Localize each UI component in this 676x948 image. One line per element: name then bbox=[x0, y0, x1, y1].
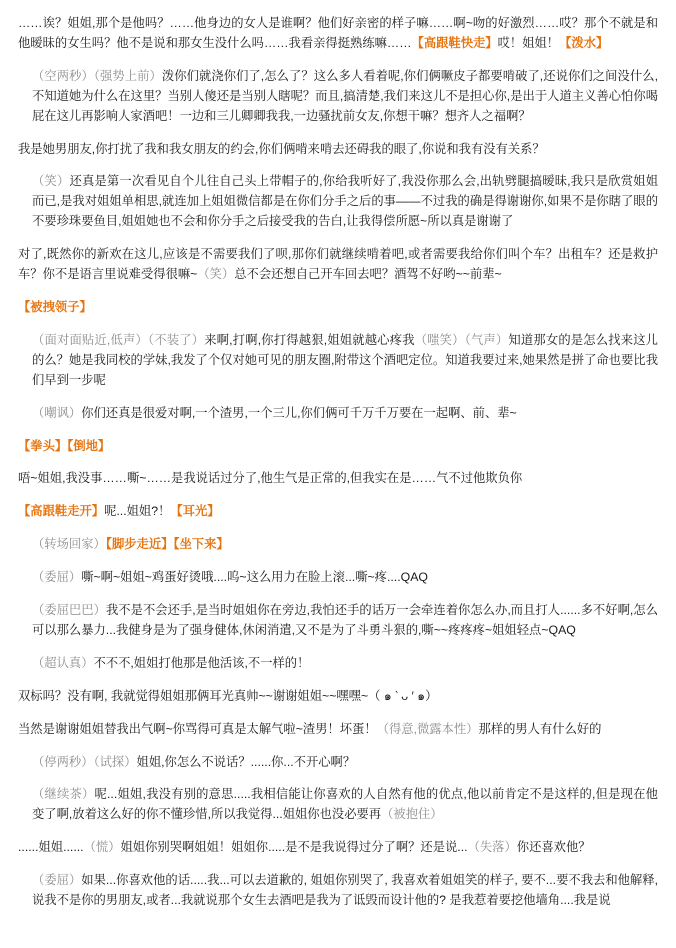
stage-direction-text: （转场回家） bbox=[32, 537, 106, 552]
dialogue-text: 不不不,姐姐打他那是他活该,不一样的！ bbox=[93, 655, 310, 670]
script-paragraph bbox=[18, 720, 658, 740]
stage-direction-text: （得意,微露本性） bbox=[376, 721, 479, 736]
dialogue-text: 那样的男人有什么好的 bbox=[478, 721, 602, 736]
script-paragraph bbox=[18, 871, 658, 911]
dialogue-text: 你还喜欢他？ bbox=[516, 840, 591, 855]
dialogue-text: 双标吗？没有啊, 我就觉得姐姐那俩耳光真帅~~谢谢姐姐~~嘿嘿~（ ๑ ‵ ᴗ ′ ๑） bbox=[18, 688, 438, 703]
dialogue-text: 姐姐,你怎么不说话？......你...不开心啊？ bbox=[136, 754, 356, 769]
sound-cue-text: 【耳光】 bbox=[170, 504, 220, 519]
script-paragraph bbox=[18, 172, 658, 232]
dialogue-text: 还真是第一次看见自个儿往自己头上带帽子的,你给我听好了,我没你那么会,出轨劈腿搞暧昧,我只是欣赏姐姐而已,是我对姐姐单相思,就连加上姐姐微信都是在你们分手之后的事——不过我的确是得谢谢你,如果不是你瞎了眼的不要珍珠要鱼目,姐姐她也不会和你分手之后接受我的告白,让我得偿所愿~所以真是谢谢了 bbox=[32, 174, 658, 229]
dialogue-text: 姐姐你别哭啊姐姐！姐姐你.....是不是我说得过分了啊？还是说... bbox=[120, 840, 468, 855]
script-paragraph bbox=[18, 601, 658, 641]
script-paragraph bbox=[18, 469, 658, 489]
script-paragraph bbox=[18, 535, 658, 555]
stage-direction-text: （委屈） bbox=[32, 570, 82, 585]
sound-cue-text: 【高跟鞋快走】 bbox=[411, 35, 498, 50]
stage-direction-text: （超认真） bbox=[32, 655, 94, 670]
stage-direction-text: （空两秒）（强势上前） bbox=[32, 68, 162, 83]
dialogue-text: 当然是谢谢姐姐替我出气啊~你骂得可真是太解气啦~渣男！坏蛋！ bbox=[18, 721, 377, 736]
script-paragraph bbox=[18, 654, 658, 674]
script-paragraph bbox=[18, 14, 658, 54]
dialogue-text: 来啊,打啊,你打得越狠,姐姐就越心疼我 bbox=[204, 332, 415, 347]
script-paragraph bbox=[18, 298, 658, 318]
script-paragraph bbox=[18, 502, 658, 522]
dialogue-text: 泼你们就浇你们了,怎么了？这么多人看着呢,你们俩噘皮子都要啃破了,还说你们之间没什么,不知道她为什么在这里？当别人傻还是当别人瞎呢？而且,搞清楚,我们来这儿不是担心你,是出于人道主义善心怕你喝屁在这儿再影响人家酒吧！一边和三儿卿卿我我,一边骚扰前女友,你想干嘛？想齐人之福啊？ bbox=[32, 68, 658, 123]
script-paragraph bbox=[18, 140, 658, 160]
dialogue-text: 总不会还想自己开车回去吧？酒驾不好哟~~前辈~ bbox=[234, 267, 502, 282]
stage-direction-text: （笑） bbox=[32, 174, 70, 189]
dialogue-text: ......姐姐...... bbox=[18, 840, 84, 855]
dialogue-text: 呢...姐姐?！ bbox=[104, 504, 171, 519]
script-paragraph bbox=[18, 331, 658, 391]
sound-cue-text: 【脚步走近】【坐下来】 bbox=[105, 537, 229, 552]
stage-direction-text: （委屈巴巴） bbox=[32, 603, 106, 618]
sound-cue-text: 【拳头】【倒地】 bbox=[18, 438, 111, 453]
script-paragraph bbox=[18, 785, 658, 825]
dialogue-text: 知道那女的是怎么找来这儿的么？她是我同校的学妹,我发了个仅对她可见的朋友圈,附带这个酒吧定位。知道我要过来,她果然是拼了命也要比我们早到一步呢 bbox=[32, 332, 658, 387]
stage-direction-text: （笑） bbox=[197, 267, 235, 282]
script-paragraph bbox=[18, 687, 658, 707]
dialogue-text: 对了,既然你的新欢在这儿,应该是不需要我们了呗,那你们就继续啃着吧,或者需要我给你们叫个车？出租车？还是救护车？你不是语言里说难受得很嘛~ bbox=[18, 247, 658, 282]
dialogue-text: 我不是不会还手,是当时姐姐你在旁边,我怕还手的话万一会牵连着你怎么办,而且打人......多不好啊,怎么可以那么暴力...我健身是为了强身健体,休闲消遣,又不是为了斗勇斗狠的,嘶~~疼疼疼~姐姐轻点~QAQ bbox=[32, 603, 658, 637]
stage-direction-text: （失落） bbox=[467, 840, 517, 855]
script-blocks-container bbox=[18, 14, 658, 911]
sound-cue-text: 【被拽领子】 bbox=[18, 299, 92, 314]
script-paragraph bbox=[18, 67, 658, 127]
dialogue-text: 哎！姐姐！ bbox=[497, 35, 560, 50]
stage-direction-text: （面对面贴近,低声）（不装了） bbox=[32, 332, 205, 347]
script-paragraph bbox=[18, 568, 658, 588]
script-paragraph bbox=[18, 753, 658, 773]
dialogue-text: 嘶~啊~姐姐~鸡蛋好烫哦....呜~这么用力在脸上滚...嘶~疼....QAQ bbox=[81, 570, 428, 585]
stage-direction-text: （嘲讽） bbox=[32, 405, 82, 420]
dialogue-text: ……诶？姐姐,那个是他吗？……他身边的女人是谁啊？他们好亲密的样子嘛……啊~吻的好激烈……哎？那个不就是和他暧昧的女生吗？他不是说和那女生没什么吗……我看亲得挺熟练嘛…… bbox=[18, 16, 658, 50]
dialogue-text: 我是她男朋友,你打扰了我和我女朋友的约会,你们俩啃来啃去还碍我的眼了,你说和我有没有关系？ bbox=[18, 141, 545, 156]
script-paragraph bbox=[18, 404, 658, 424]
stage-direction-text: （继续茶） bbox=[32, 787, 95, 802]
dialogue-text: 唔~姐姐,我没事……嘶~……是我说话过分了,他生气是正常的,但我实在是……气不过他欺负你 bbox=[18, 471, 523, 486]
stage-direction-text: （委屈） bbox=[32, 873, 82, 888]
dialogue-text: 如果...你喜欢他的话.....我...可以去道歉的, 姐姐你别哭了, 我喜欢着姐姐笑的样子, 要不...要不我去和他解释,说我不是你的男朋友,或者...我就说那个女生去酒吧是我为了诋毁而设计他的? 是我惹着要挖他墙角....我是说 bbox=[32, 873, 658, 908]
dialogue-text: 呢...姐姐,我没有别的意思.....我相信能让你喜欢的人自然有他的优点,他以前肯定不是这样的,但是现在他变了啊,放着这么好的你不懂珍惜,所以我觉得...姐姐你也没必要再 bbox=[32, 787, 658, 822]
script-paragraph bbox=[18, 437, 658, 457]
stage-direction-text: （慌） bbox=[83, 840, 121, 855]
stage-direction-text: （嗤笑）（气声） bbox=[414, 332, 509, 347]
sound-cue-text: 【高跟鞋走开】 bbox=[18, 504, 105, 519]
script-paragraph bbox=[18, 838, 658, 858]
dialogue-text: 你们还真是很爱对啊,一个渣男,一个三儿,你们俩可千万千万要在一起啊、前、辈~ bbox=[81, 405, 517, 420]
script-paragraph bbox=[18, 245, 658, 285]
stage-direction-text: （停两秒）（试探） bbox=[32, 754, 137, 769]
stage-direction-text: （被抱住） bbox=[381, 807, 443, 822]
sound-cue-text: 【泼水】 bbox=[559, 35, 609, 50]
